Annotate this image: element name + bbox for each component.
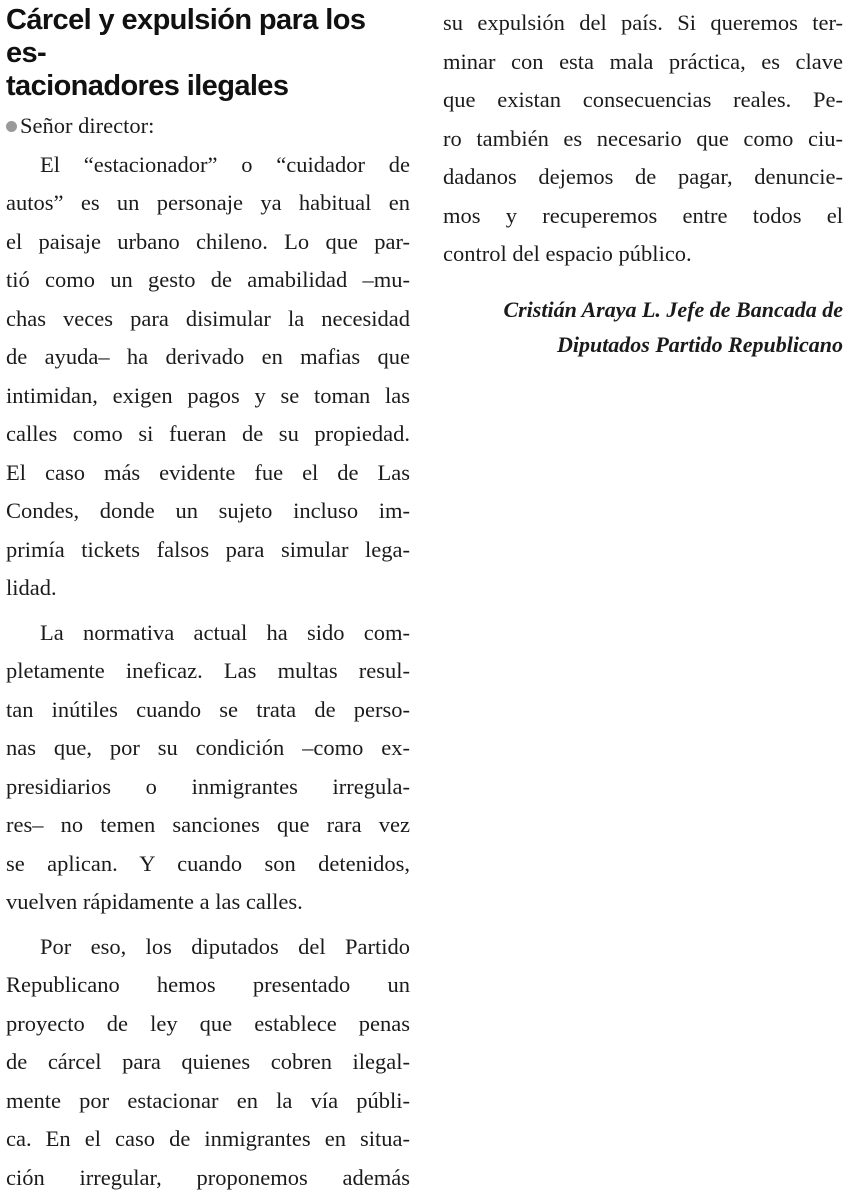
body-line: primía tickets falsos para simular lega- [6,531,410,570]
body-line: mente por estacionar en la vía públi- [6,1082,410,1121]
body-line: ro también es necesario que como ciu- [443,120,843,159]
headline [6,4,410,103]
body-line: se aplican. Y cuando son detenidos, [6,845,410,884]
signature-line: Cristián Araya L. Jefe de Bancada de [443,292,843,327]
signature-line: Diputados Partido Republicano [443,327,843,362]
body-line: vuelven rápidamente a las calles. [6,883,410,922]
column-left [6,4,410,1197]
body-line: ca. En el caso de inmigrantes en situa- [6,1120,410,1159]
body-line: minar con esta mala práctica, es clave [443,43,843,82]
headline-line: tacionadores ilegales [6,70,410,103]
body-line: Por eso, los diputados del Partido [6,928,410,967]
body-line: calles como si fueran de su propiedad. [6,415,410,454]
body-line: La normativa actual ha sido com- [6,614,410,653]
salutation-text: Señor director: [20,113,154,138]
headline-line: Cárcel y expulsión para los es- [6,4,410,70]
body-line: El “estacionador” o “cuidador de [6,146,410,185]
bullet-icon [6,121,17,132]
body-line: pletamente ineficaz. Las multas resul- [6,652,410,691]
body-line: mos y recuperemos entre todos el [443,197,843,236]
salutation [6,107,410,146]
body-line: ción irregular, proponemos además [6,1159,410,1197]
body-line: de cárcel para quienes cobren ilegal- [6,1043,410,1082]
body-line: Condes, donde un sujeto incluso im- [6,492,410,531]
body-line: tan inútiles cuando se trata de perso- [6,691,410,730]
body-line: proyecto de ley que establece penas [6,1005,410,1044]
body-line: el paisaje urbano chileno. Lo que par- [6,223,410,262]
body-line: autos” es un personaje ya habitual en [6,184,410,223]
body-line: lidad. [6,569,410,608]
body-line: chas veces para disimular la necesidad [6,300,410,339]
body-line: presidiarios o inmigrantes irregula- [6,768,410,807]
body-line: dadanos dejemos de pagar, denuncie- [443,158,843,197]
body-line: res– no temen sanciones que rara vez [6,806,410,845]
column-right [443,4,843,362]
body-line: su expulsión del país. Si queremos ter- [443,4,843,43]
body-line: El caso más evidente fue el de Las [6,454,410,493]
body-line: intimidan, exigen pagos y se toman las [6,377,410,416]
body-line: que existan consecuencias reales. Pe- [443,81,843,120]
body-line: Republicano hemos presentado un [6,966,410,1005]
body-line: control del espacio público. [443,235,843,274]
body-line: nas que, por su condición –como ex- [6,729,410,768]
signature [443,292,843,362]
body-line: de ayuda– ha derivado en mafias que [6,338,410,377]
body-line: tió como un gesto de amabilidad –mu- [6,261,410,300]
